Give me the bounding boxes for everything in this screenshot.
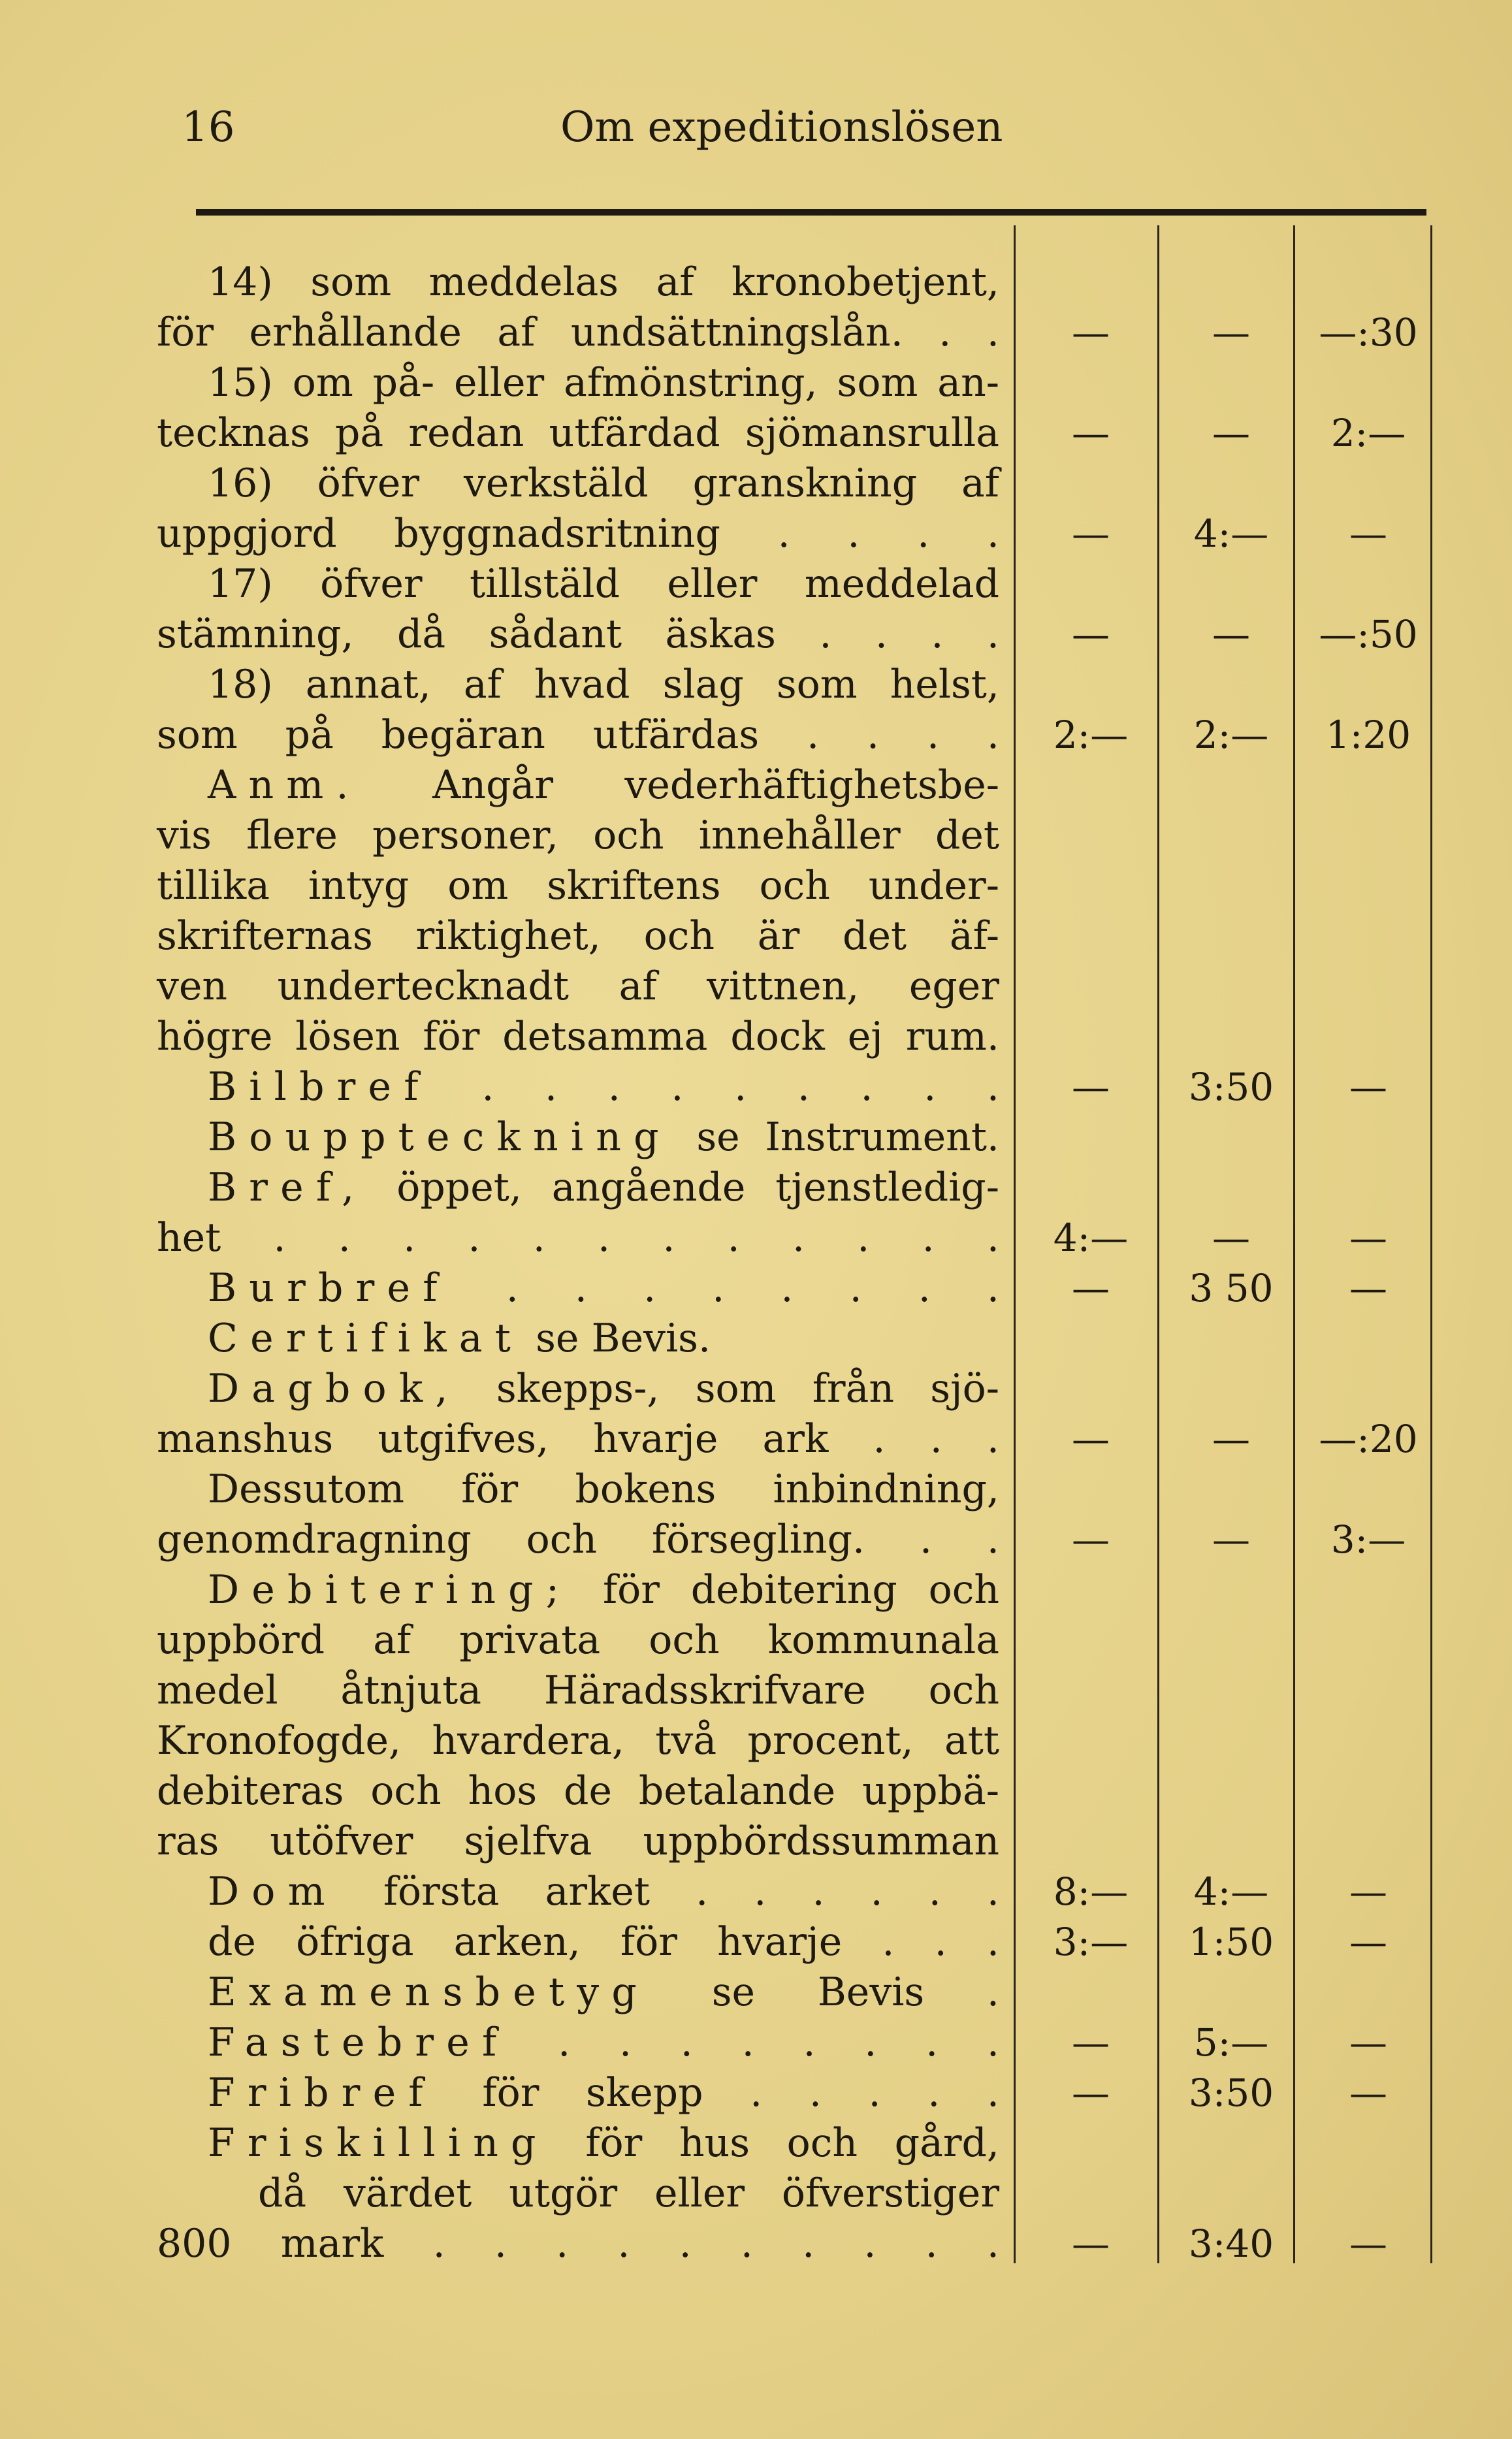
header-rule: [196, 209, 1426, 216]
fee-cell: 1:20: [1325, 713, 1411, 757]
text-line: ras utöfver sjelfva uppbördssumman: [157, 1818, 999, 1864]
fee-cell: —: [1212, 1417, 1250, 1461]
text-line: Bref, öppet, angående tjenstledig-: [208, 1165, 999, 1210]
text-line: Debitering; för debitering och: [208, 1567, 999, 1613]
text-line: manshus utgifves, hvarje ark . . .: [157, 1416, 999, 1462]
fee-cell: —: [1072, 511, 1110, 556]
text-line: debiteras och hos de betalande uppbä-: [157, 1768, 999, 1814]
fee-cell: —: [1349, 1920, 1387, 1964]
fee-cell: 2:—: [1193, 713, 1269, 757]
text-line: Dagbok, skepps-, som från sjö-: [208, 1366, 1000, 1412]
page-number: 16: [182, 103, 235, 152]
text-line: 800 mark . . . . . . . . . .: [157, 2221, 999, 2267]
text-line: tillika intyg om skriftens och under-: [157, 863, 999, 909]
fee-cell: 8:—: [1053, 1869, 1129, 1914]
text-line: Anm. Angår vederhäftighetsbe-: [208, 762, 999, 808]
fee-cell: —: [1349, 511, 1387, 556]
entry-keyword: Dagbok,: [208, 1366, 460, 1412]
fee-cell: —: [1349, 1266, 1387, 1310]
text-line: medel åtnjuta Häradsskrifvare och: [157, 1668, 999, 1713]
text-line: genomdragning och försegling. . .: [157, 1517, 999, 1562]
text-line: uppgjord byggnadsritning . . . .: [157, 511, 999, 557]
text-line: vis flere personer, och innehåller det: [157, 813, 999, 858]
entry-keyword: Friskilling: [208, 2120, 549, 2166]
fee-cell: —: [1072, 310, 1110, 355]
fee-cell: —: [1212, 411, 1250, 455]
fee-cell: 2:—: [1330, 411, 1406, 455]
text-line: 17) öfver tillstäld eller meddelad: [208, 561, 999, 607]
fee-cell: —: [1349, 1065, 1387, 1109]
fee-cell: 4:—: [1053, 1216, 1129, 1260]
column-divider-3: [1293, 225, 1295, 2263]
fee-cell: —: [1212, 612, 1250, 656]
text-line: då värdet utgör eller öfverstiger: [258, 2171, 999, 2216]
text-line: Certifikat se Bevis.: [208, 1316, 711, 1361]
fee-cell: 3:40: [1188, 2221, 1274, 2266]
entry-keyword: Bref,: [208, 1165, 367, 1210]
text-line: 16) öfver verkstäld granskning af: [208, 460, 999, 506]
text-line: ven undertecknadt af vittnen, eger: [157, 963, 999, 1009]
fee-cell: —: [1349, 1869, 1387, 1914]
text-line: de öfriga arken, för hvarje . . .: [208, 1919, 999, 1965]
fee-cell: 3 50: [1189, 1266, 1274, 1310]
entry-keyword: Bouppteckning: [208, 1114, 671, 1160]
fee-cell: —: [1349, 1216, 1387, 1260]
text-line: 14) som meddelas af kronobetjent,: [208, 259, 999, 305]
fee-cell: —: [1212, 1517, 1250, 1562]
fee-cell: —: [1072, 1417, 1110, 1461]
fee-cell: 3:50: [1188, 2071, 1274, 2115]
entry-keyword: Debitering;: [208, 1567, 572, 1613]
fee-cell: —: [1349, 2020, 1387, 2065]
fee-cell: —: [1072, 1065, 1110, 1109]
column-divider-1: [1014, 225, 1016, 2263]
text-line: Bilbref . . . . . . . . .: [208, 1064, 1000, 1110]
text-line: Fastebref . . . . . . . .: [208, 2020, 999, 2065]
fee-cell: —:30: [1319, 310, 1418, 355]
fee-cell: —: [1072, 2221, 1110, 2266]
fee-cell: 4:—: [1193, 511, 1269, 556]
text-line: för erhållande af undsättningslån. . .: [157, 310, 999, 355]
fee-cell: 5:—: [1193, 2020, 1269, 2065]
fee-cell: —:20: [1319, 1417, 1418, 1461]
text-line: Dessutom för bokens inbindning,: [208, 1466, 999, 1512]
fee-cell: —: [1072, 2071, 1110, 2115]
text-line: 15) om på- eller afmönstring, som an-: [208, 360, 999, 406]
text-line: stämning, då sådant äskas . . . .: [157, 611, 999, 657]
fee-cell: —: [1072, 612, 1110, 656]
entry-keyword: Bilbref: [208, 1064, 431, 1110]
text-line: tecknas på redan utfärdad sjömansrulla: [157, 410, 999, 456]
fee-cell: —:50: [1319, 612, 1418, 656]
fee-cell: 3:—: [1330, 1517, 1406, 1562]
text-line: Fribref för skepp . . . . .: [208, 2070, 1000, 2116]
text-line: 18) annat, af hvad slag som helst,: [208, 662, 999, 707]
text-line: skrifternas riktighet, och är det äf-: [157, 913, 999, 959]
text-line: som på begäran utfärdas . . . .: [157, 712, 999, 758]
text-line: Kronofogde, hvardera, två procent, att: [157, 1718, 999, 1764]
fee-cell: —: [1072, 1266, 1110, 1310]
fee-cell: 4:—: [1193, 1869, 1269, 1914]
fee-cell: —: [1349, 2071, 1387, 2115]
text-line: Bouppteckning se Instrument.: [208, 1114, 999, 1160]
running-title: Om expeditionslösen: [560, 103, 1003, 152]
entry-keyword: Burbref: [208, 1265, 450, 1311]
text-line: högre lösen för detsamma dock ej rum.: [157, 1014, 999, 1059]
text-line: uppbörd af privata och kommunala: [157, 1617, 999, 1663]
entry-keyword: Fastebref: [208, 2020, 509, 2065]
entry-keyword: Dom: [208, 1869, 338, 1914]
text-line: het . . . . . . . . . . . .: [157, 1215, 999, 1261]
fee-cell: —: [1072, 411, 1110, 455]
fee-cell: —: [1072, 2020, 1110, 2065]
entry-keyword: Examensbetyg: [208, 1969, 649, 2015]
entry-keyword: Anm.: [208, 762, 361, 808]
fee-cell: 1:50: [1188, 1920, 1274, 1964]
text-line: Examensbetyg se Bevis .: [208, 1969, 999, 2015]
fee-cell: —: [1212, 1216, 1250, 1260]
text-line: Friskilling för hus och gård,: [208, 2120, 1000, 2166]
entry-keyword: Certifikat: [208, 1316, 524, 1361]
fee-cell: 2:—: [1053, 713, 1129, 757]
column-divider-2: [1157, 225, 1159, 2263]
fee-cell: —: [1212, 310, 1250, 355]
entry-keyword: Fribref: [208, 2070, 436, 2116]
text-line: Dom första arket . . . . . .: [208, 1869, 999, 1914]
text-line: Burbref . . . . . . . .: [208, 1265, 999, 1311]
fee-cell: 3:50: [1188, 1065, 1274, 1109]
fee-cell: 3:—: [1053, 1920, 1129, 1964]
fee-cell: —: [1072, 1517, 1110, 1562]
fee-cell: —: [1349, 2221, 1387, 2266]
